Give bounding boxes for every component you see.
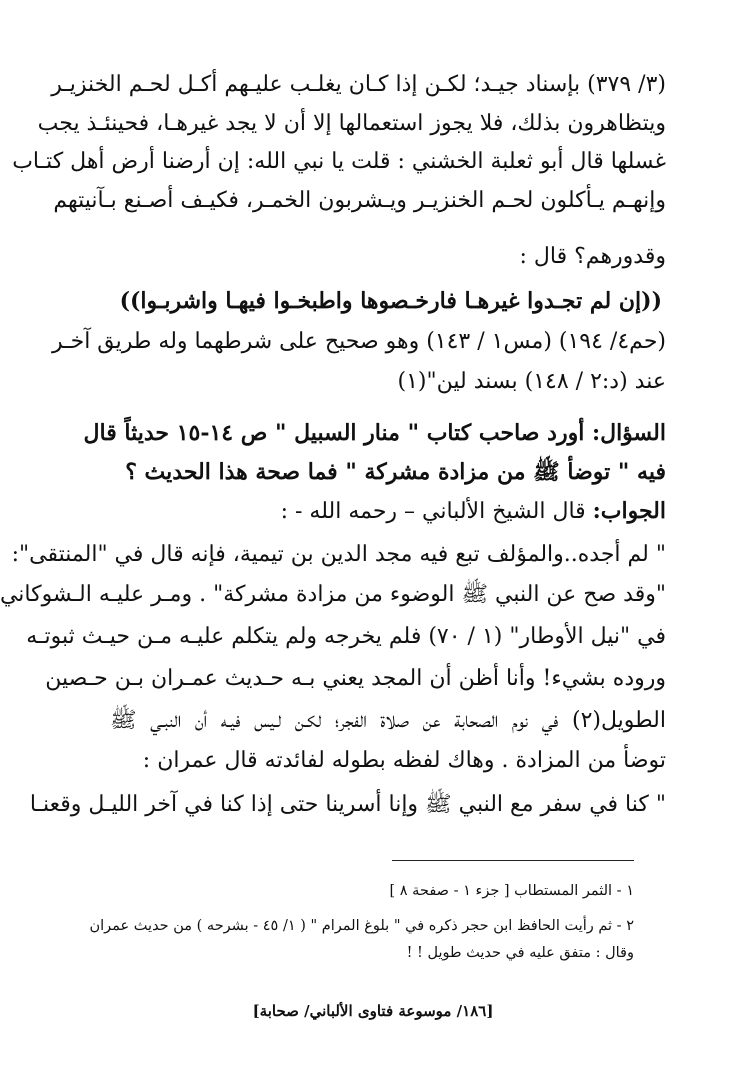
question-text-1: أورد صاحب كتاب " منار السبيل " ص ١٤-١٥ حديثاً قال <box>83 420 592 446</box>
footnote-separator <box>392 860 634 861</box>
footnote-1: ١ - الثمر المستطاب [ جزء ١ - صفحة ٨ ] <box>389 883 634 899</box>
body-line-7: (حم٤/ ١٩٤) (مس١ / ١٤٣) وهو صحيح على شرطهما وله طريق آخـر <box>52 329 666 354</box>
page-footer: [١٨٦/ موسوعة فتاوى الألباني/ صحابة] <box>252 1002 494 1020</box>
body-line-11: في "نيل الأوطار" (١ / ٧٠) فلم يخرجه ولم يتكلم عليـه مـن حيـث ثبوتـه <box>26 624 666 649</box>
body-line-2: ويتظاهرون بذلك، فلا يجوز استعمالها إلا أن لا يجد غيرهـا، فحينئـذ يجب <box>37 111 666 136</box>
body-line-15: " كنا في سفر مع النبي ﷺ وإنا أسرينا حتى إذا كنا في آخر الليـل وقعنـا <box>29 792 666 817</box>
body-line-1: (٣/ ٣٧٩) بإسناد جيـد؛ لكـن إذا كـان يغلـب عليـهم أكـل لحـم الخنزيـر <box>51 72 666 97</box>
body-line-12: وروده بشيء! وأنا أظن أن المجد يعني بـه حـديث عمـران بـن حـصين <box>45 666 666 691</box>
body-line-8: عند (د:٢ / ١٤٨) بسند لين"(١) <box>397 369 666 394</box>
footnote-2-line-2: وقال : متفق عليه في حديث طويل ! ! <box>406 945 634 961</box>
body-line-13: الطويل(٢) في نوم الصحابة عن صلاة الفجر؛ لكـن لـيس فيـه أن النبـي ﷺ <box>110 708 666 733</box>
body-line-9: " لم أجده..والمؤلف تبع فيه مجد الدين بن تيمية، فإنه قال في "المنتقى": <box>11 542 666 567</box>
question-label: السؤال: <box>591 420 666 446</box>
question-line-2: فيه " توضأ ﷺ من مزادة مشركة " فما صحة هذا الحديث ؟ <box>125 459 666 485</box>
body-line-5: وقدورهم؟ قال : <box>519 244 666 269</box>
body-line-14: توضأ من المزادة . وهاك لفظه بطوله لفائدته قال عمران : <box>142 748 666 773</box>
body-line-4: وإنهـم يـأكلون لحـم الخنزيـر ويـشربون الخمـر، فكيـف أصـنع بـآنيتهم <box>53 188 666 213</box>
answer-label: الجواب: <box>592 498 666 524</box>
footnote-2-line-1: ٢ - ثم رأيت الحافظ ابن حجر ذكره في " بلوغ المرام " ( ١/ ٤٥ - بشرحه ) من حديث عمران <box>89 918 634 934</box>
body-line-10: "وقد صح عن النبي ﷺ الوضوء من مزادة مشركة" . ومـر عليـه الـشوكاني <box>0 582 666 607</box>
question-line-1 <box>83 418 666 448</box>
answer-line <box>110 496 666 527</box>
body-line-3: غسلها قال أبو ثعلبة الخشني : قلت يا نبي الله: إن أرضنا أرض أهل كتـاب <box>12 149 666 174</box>
answer-text: قال الشيخ الألباني – رحمه الله - : <box>280 499 593 524</box>
hadith-quote: ((إن لم تجـدوا غيرهـا فارخـصوها واطبخـوا فيهـا واشربـوا)) <box>119 288 662 314</box>
